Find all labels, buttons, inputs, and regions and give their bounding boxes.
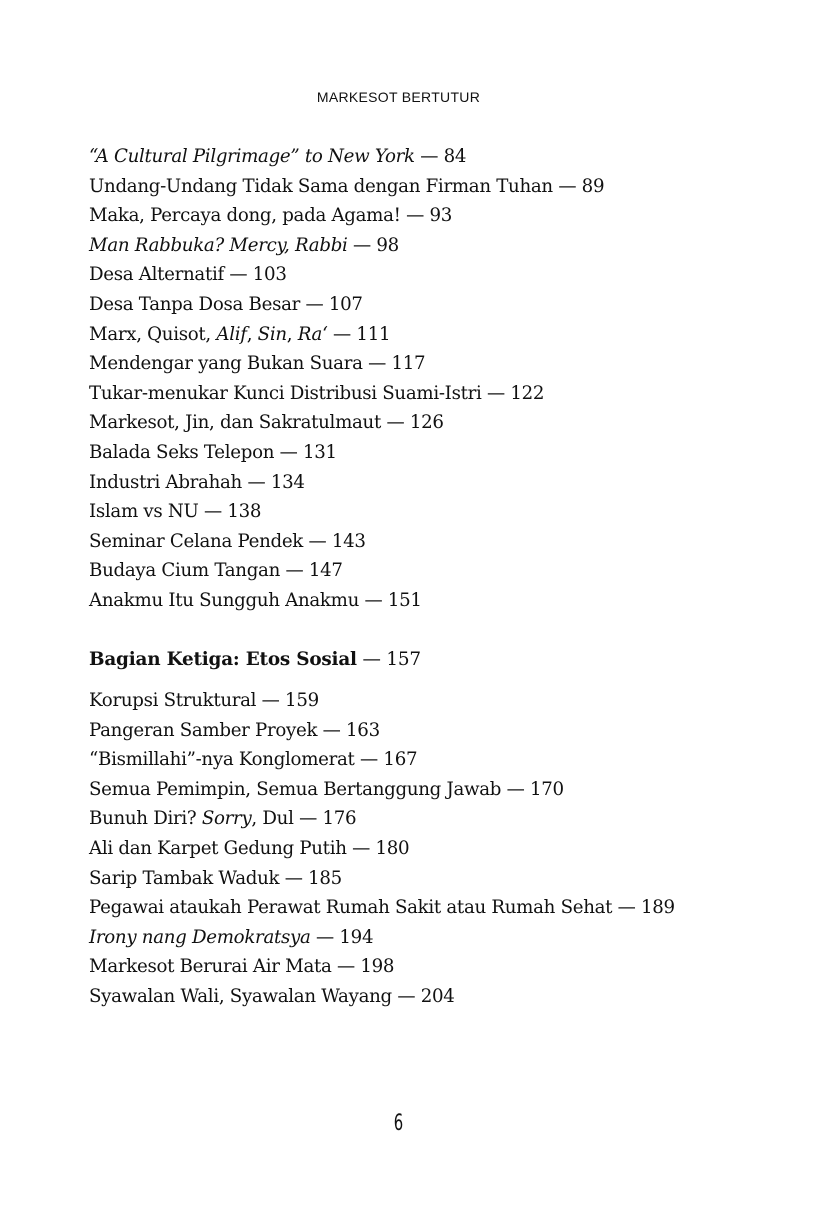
toc-entry-text: Semua Pemimpin, Semua Bertanggung Jawab — 170 <box>89 778 564 800</box>
toc-entry <box>89 745 789 775</box>
toc-entry <box>89 864 789 894</box>
toc-entry-text: Markesot, Jin, dan Sakratulmaut — 126 <box>89 412 444 434</box>
toc-entry-text: “Bismillahi”-nya Konglomerat — 167 <box>89 749 418 771</box>
toc-list-part-3 <box>89 686 789 1012</box>
toc-entry <box>89 686 789 716</box>
toc-entry <box>89 260 789 290</box>
toc-entry-italic-text: Ra‘ <box>297 323 328 345</box>
toc-entry-text: , <box>286 323 298 345</box>
toc-entry <box>89 349 789 379</box>
toc-entry-italic-text: Man Rabbuka? Mercy, Rabbi <box>89 234 348 256</box>
toc-entry <box>89 586 789 616</box>
toc-list-part-2 <box>89 142 789 616</box>
toc-entry-text: Balada Seks Telepon — 131 <box>89 441 337 463</box>
toc-entry <box>89 468 789 498</box>
toc-entry <box>89 142 789 172</box>
toc-entry <box>89 172 789 202</box>
toc-entry <box>89 982 789 1012</box>
toc-entry-text: Anakmu Itu Sungguh Anakmu — 151 <box>89 589 422 611</box>
toc-entry-text: Syawalan Wali, Syawalan Wayang — 204 <box>89 985 455 1007</box>
toc-entry <box>89 952 789 982</box>
toc-entry-text: Desa Tanpa Dosa Besar — 107 <box>89 293 363 315</box>
toc-entry-text: — 111 <box>327 323 391 345</box>
toc-entry <box>89 231 789 261</box>
toc-entry <box>89 438 789 468</box>
toc-entry <box>89 716 789 746</box>
toc-entry-text: Bunuh Diri? <box>89 808 202 830</box>
section-heading <box>89 645 421 675</box>
toc-entry-text: Pegawai ataukah Perawat Rumah Sakit atau Rumah Sehat — 189 <box>89 897 675 919</box>
toc-entry <box>89 201 789 231</box>
toc-entry-text: Sarip Tambak Waduk — 185 <box>89 867 342 889</box>
section-page-number: — 157 <box>356 649 421 670</box>
toc-entry-italic-text: Irony nang Demokratsya <box>89 926 311 948</box>
toc-entry-text: Korupsi Struktural — 159 <box>89 690 319 711</box>
toc-entry-text: Tukar-menukar Kunci Distribusi Suami-Istri — 122 <box>89 382 545 404</box>
toc-entry-text: — 98 <box>347 234 399 256</box>
toc-entry <box>89 497 789 527</box>
page-number: 6 <box>393 1111 404 1136</box>
toc-entry <box>89 775 789 805</box>
toc-entry-text: Islam vs NU — 138 <box>89 501 262 523</box>
toc-entry-italic-text: “A Cultural Pilgrimage” to New York <box>89 146 415 167</box>
toc-entry-text: Budaya Cium Tangan — 147 <box>89 560 343 582</box>
toc-entry-text: Markesot Berurai Air Mata — 198 <box>89 956 395 978</box>
toc-entry-text: Seminar Celana Pendek — 143 <box>89 530 366 552</box>
toc-entry <box>89 556 789 586</box>
toc-entry-text: Industri Abrahah — 134 <box>89 471 305 493</box>
toc-entry-text: , Dul — 176 <box>251 808 357 830</box>
toc-entry-text: Marx, Quisot, <box>89 323 217 345</box>
toc-entry-italic-text: Alif <box>216 323 247 345</box>
toc-entry <box>89 290 789 320</box>
toc-entry <box>89 893 789 923</box>
toc-entry-text: Undang-Undang Tidak Sama dengan Firman Tuhan — 89 <box>89 175 605 197</box>
toc-entry-text: Mendengar yang Bukan Suara — 117 <box>89 353 426 375</box>
toc-entry-italic-text: Sorry <box>201 808 252 830</box>
toc-entry-italic-text: Sin <box>257 323 287 345</box>
toc-entry <box>89 834 789 864</box>
toc-entry-text: , <box>246 323 258 345</box>
section-title: Bagian Ketiga: Etos Sosial <box>89 649 357 670</box>
toc-entry-text: Pangeran Samber Proyek — 163 <box>89 719 380 741</box>
toc-entry <box>89 379 789 409</box>
toc-entry-text: Maka, Percaya dong, pada Agama! — 93 <box>89 205 453 227</box>
running-head: MARKESOT BERTUTUR <box>316 89 481 105</box>
toc-entry <box>89 320 789 350</box>
toc-entry <box>89 408 789 438</box>
toc-entry <box>89 923 789 953</box>
toc-entry-text: Desa Alternatif — 103 <box>89 264 287 286</box>
toc-entry-text: — 194 <box>310 926 374 948</box>
toc-entry <box>89 804 789 834</box>
toc-entry-text: — 84 <box>414 146 467 167</box>
toc-entry-text: Ali dan Karpet Gedung Putih — 180 <box>89 837 410 859</box>
toc-entry <box>89 527 789 557</box>
